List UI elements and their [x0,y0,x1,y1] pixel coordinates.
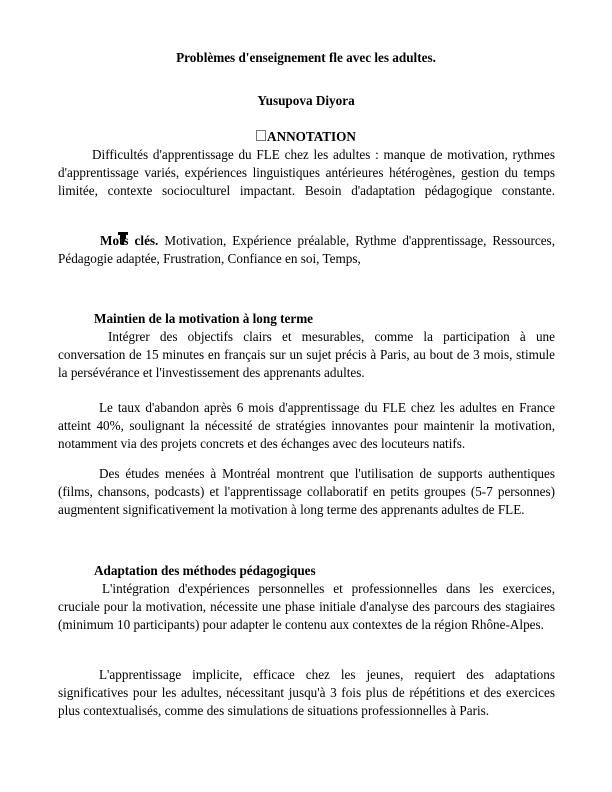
keywords-paragraph [58,232,555,268]
section-heading: Adaptation des méthodes pédagogiques [94,563,316,578]
pin-icon [88,232,98,250]
keywords-text: Motivation, Expérience préalable, Rythme d'apprentissage, Ressources, Pédagogie adaptée, Frustration, Confiance en soi, Temps, [58,233,555,266]
section-paragraph: L'apprentissage implicite, efficace chez les jeunes, requiert des adaptations significatives pour les adultes, nécessitant jusqu'à 3 fois plus de répétitions et des exercices plus contextualisés, comme des simulations de situations professionnelles à Paris. [58,667,555,718]
document-title: Problèmes d'enseignement fle avec les adultes. [176,50,436,65]
section-heading: Maintien de la motivation à long terme [94,311,314,326]
section-paragraph: Intégrer des objectifs clairs et mesurables, comme la participation à une conversation de 15 minutes en français sur un sujet précis à Paris, au bout de 3 mois, stimule la persévérance et l'investissement des apprenants adultes. [58,329,555,380]
annotation-heading: ANNOTATION [267,129,356,144]
section-paragraph: L'intégration d'expériences personnelles et professionnelles dans les exercices, cruciale pour la motivation, nécessite une phase initiale d'analyse des parcours des stagiaires (minimum 10 participants) pour adapter le contenu aux contextes de la région Rhône-Alpes. [58,581,555,632]
keywords-label: Mots clés. [100,233,159,248]
author-name: Yusupova Diyora [257,93,355,108]
checkbox-glyph-icon [256,130,266,141]
section-paragraph: Des études menées à Montréal montrent que l'utilisation de supports authentiques (films, chansons, podcasts) et l'apprentissage collaboratif en petits groupes (5-7 personnes) augmentent significativement la motivation à long terme des apprenants adultes de FLE. [58,466,555,517]
annotation-text: Difficultés d'apprentissage du FLE chez les adultes : manque de motivation, rythmes d'apprentissage variés, expériences linguistiques antérieures hétérogènes, gestion du temps limitée, contexte socioculturel impactant. Besoin d'adaptation pédagogique constante. [58,147,555,198]
section-paragraph: Le taux d'abandon après 6 mois d'apprentissage du FLE chez les adultes en France atteint 40%, soulignant la nécessité de stratégies innovantes pour maintenir la motivation, notamment via des projets concrets et des échanges avec des locuteurs natifs. [58,400,555,451]
annotation-heading-row [0,129,612,145]
